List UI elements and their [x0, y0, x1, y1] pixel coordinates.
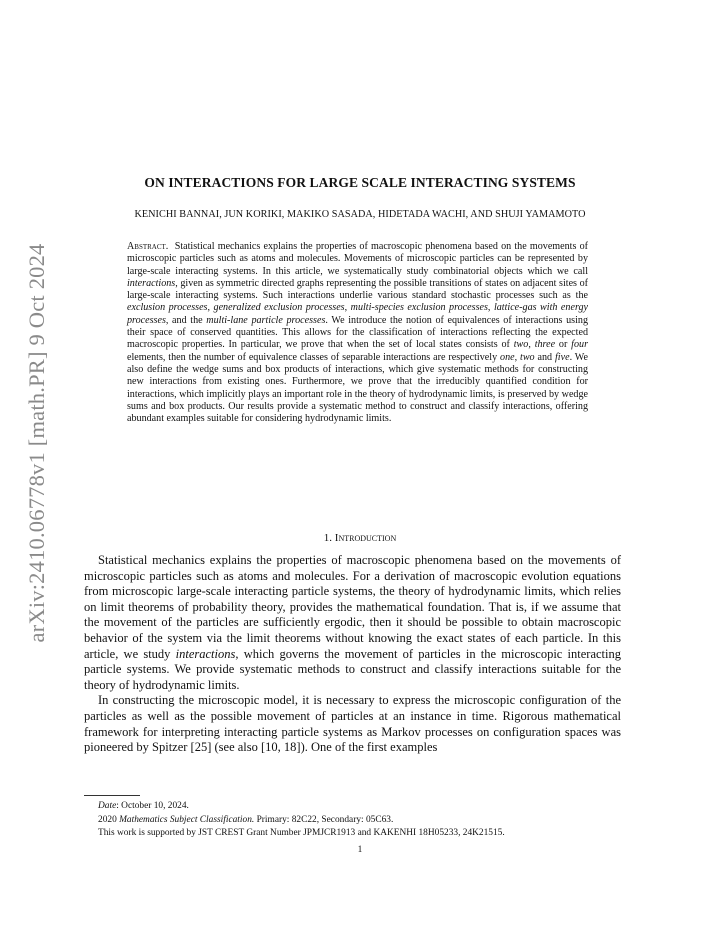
arxiv-identifier-stamp	[16, 242, 58, 643]
abstract-text: , given as symmetric directed graphs representing the possible transitions of states on adjacent sites of large-scale interacting systems. Such interactions underlie various standard stochastic processes such as the	[127, 277, 588, 302]
abstract	[127, 241, 588, 425]
paragraph-text: , which governs the movement of particles in the microscopic interacting particle systems. We provide systematic methods to construct and classify interactions suitable for the theory of hydrodynamic limits.	[84, 646, 621, 692]
abstract-emphasis: three	[534, 339, 556, 351]
footnotes	[98, 800, 623, 841]
footnote-msc-label: Mathematics Subject Classification.	[119, 814, 255, 825]
abstract-text: elements, then the number of equivalence classes of separable interactions are respectively	[127, 351, 501, 363]
paragraph-emphasis: interactions	[175, 646, 236, 661]
abstract-emphasis: generalized exclusion processes	[213, 302, 345, 314]
abstract-emphasis: one	[500, 351, 515, 363]
body-text	[84, 553, 621, 756]
abstract-text: Statistical mechanics explains the properties of macroscopic phenomena based on the movements of microscopic particles such as atoms and molecules. Movements of microscopic particles can be represented by large-scale interacting systems. In this article, we systematically study combinatorial objects which we call	[127, 241, 589, 277]
footnote-msc-value: Primary: 82C22, Secondary: 05C63.	[254, 814, 394, 825]
paragraph-text: Statistical mechanics explains the properties of macroscopic phenomena based on the movements of microscopic particles such as atoms and molecules. For a derivation of macroscopic evolution equations from microscopic large-scale interacting particle systems, the theory of hydrodynamic limits, which relies on limit theorems of probability theory, provides the mathematical foundation. That is, if we assume that the movement of the particles are sufficiently ergodic, then it should be possible to obtain macroscopic behavior of the system via the limit theorems without knowing the exact states of each particle. In this article, we study	[84, 553, 621, 661]
abstract-text: ,	[514, 351, 521, 363]
paper-title: ON INTERACTIONS FOR LARGE SCALE INTERACTING SYSTEMS	[144, 175, 576, 190]
abstract-emphasis: multi-species exclusion processes	[350, 302, 488, 314]
abstract-emphasis: exclusion processes	[127, 302, 208, 314]
footnote-date-label: Date	[98, 801, 117, 811]
abstract-emphasis: four	[571, 339, 588, 351]
paragraph	[84, 553, 621, 693]
abstract-text: ,	[487, 302, 494, 314]
footnote-msc-prefix: 2020	[98, 814, 120, 825]
author-list: KENICHI BANNAI, JUN KORIKI, MAKIKO SASADA, HIDETADA WACHI, AND SHUJI YAMAMOTO	[134, 209, 586, 220]
abstract-text: ,	[207, 302, 214, 314]
footnote-date-value: : October 10, 2024.	[116, 801, 189, 811]
abstract-text: ,	[344, 302, 351, 314]
abstract-text: or	[555, 339, 572, 351]
abstract-emphasis: interactions	[127, 277, 176, 289]
page-number: 1	[357, 845, 363, 855]
abstract-emphasis: five	[554, 351, 570, 363]
abstract-emphasis: two	[513, 339, 529, 351]
footnote-msc	[98, 814, 623, 828]
section-heading	[0, 532, 720, 544]
abstract-text: , and the	[165, 314, 207, 326]
footnote-rule	[84, 795, 140, 796]
footnote-funding: This work is supported by JST CREST Grant Number JPMJCR1913 and KAKENHI 18H05233, 24K21515.	[98, 828, 505, 839]
abstract-emphasis: lattice-gas with energy processes	[127, 302, 589, 326]
arxiv-identifier: arXiv:2410.06778v1 [math.PR] 9 Oct 2024	[24, 242, 49, 643]
abstract-text: and	[534, 351, 555, 363]
abstract-emphasis: multi-lane particle processes	[206, 314, 326, 326]
abstract-label: Abstract.	[127, 241, 169, 252]
paragraph: In constructing the microscopic model, it is necessary to express the microscopic configuration of the particles as well as the possible movement of particles at an instance in time. Rigorous mathematical framework for interpreting interacting particle systems as Markov processes on configuration spaces was pioneered by Spitzer [25] (see also [10, 18]). One of the first examples	[84, 693, 621, 755]
section-title: Introduction	[334, 532, 397, 544]
abstract-text: . We introduce the notion of equivalences of interactions using their space of conserved quantities. This allows for the classification of interactions reflecting the expected macroscopic properties. In particular, we prove that when the set of local states consists of	[127, 314, 588, 351]
section-number: 1.	[323, 532, 335, 544]
abstract-emphasis: two	[520, 351, 535, 363]
abstract-text: ,	[528, 339, 535, 351]
abstract-text: . We also define the wedge sums and box products of interactions, which give systematic methods for constructing new interactions from existing ones. Furthermore, we prove that the irreducibly quantified condition for interactions, which implicitly plays an important role in the theory of hydrodynamic limits, is preserved by wedge sums and box products. Our results provide a systematic method to construct and classify interactions, offering abundant examples suitable for considering hydrodynamic limits.	[127, 351, 588, 425]
footnote-date	[98, 800, 623, 814]
